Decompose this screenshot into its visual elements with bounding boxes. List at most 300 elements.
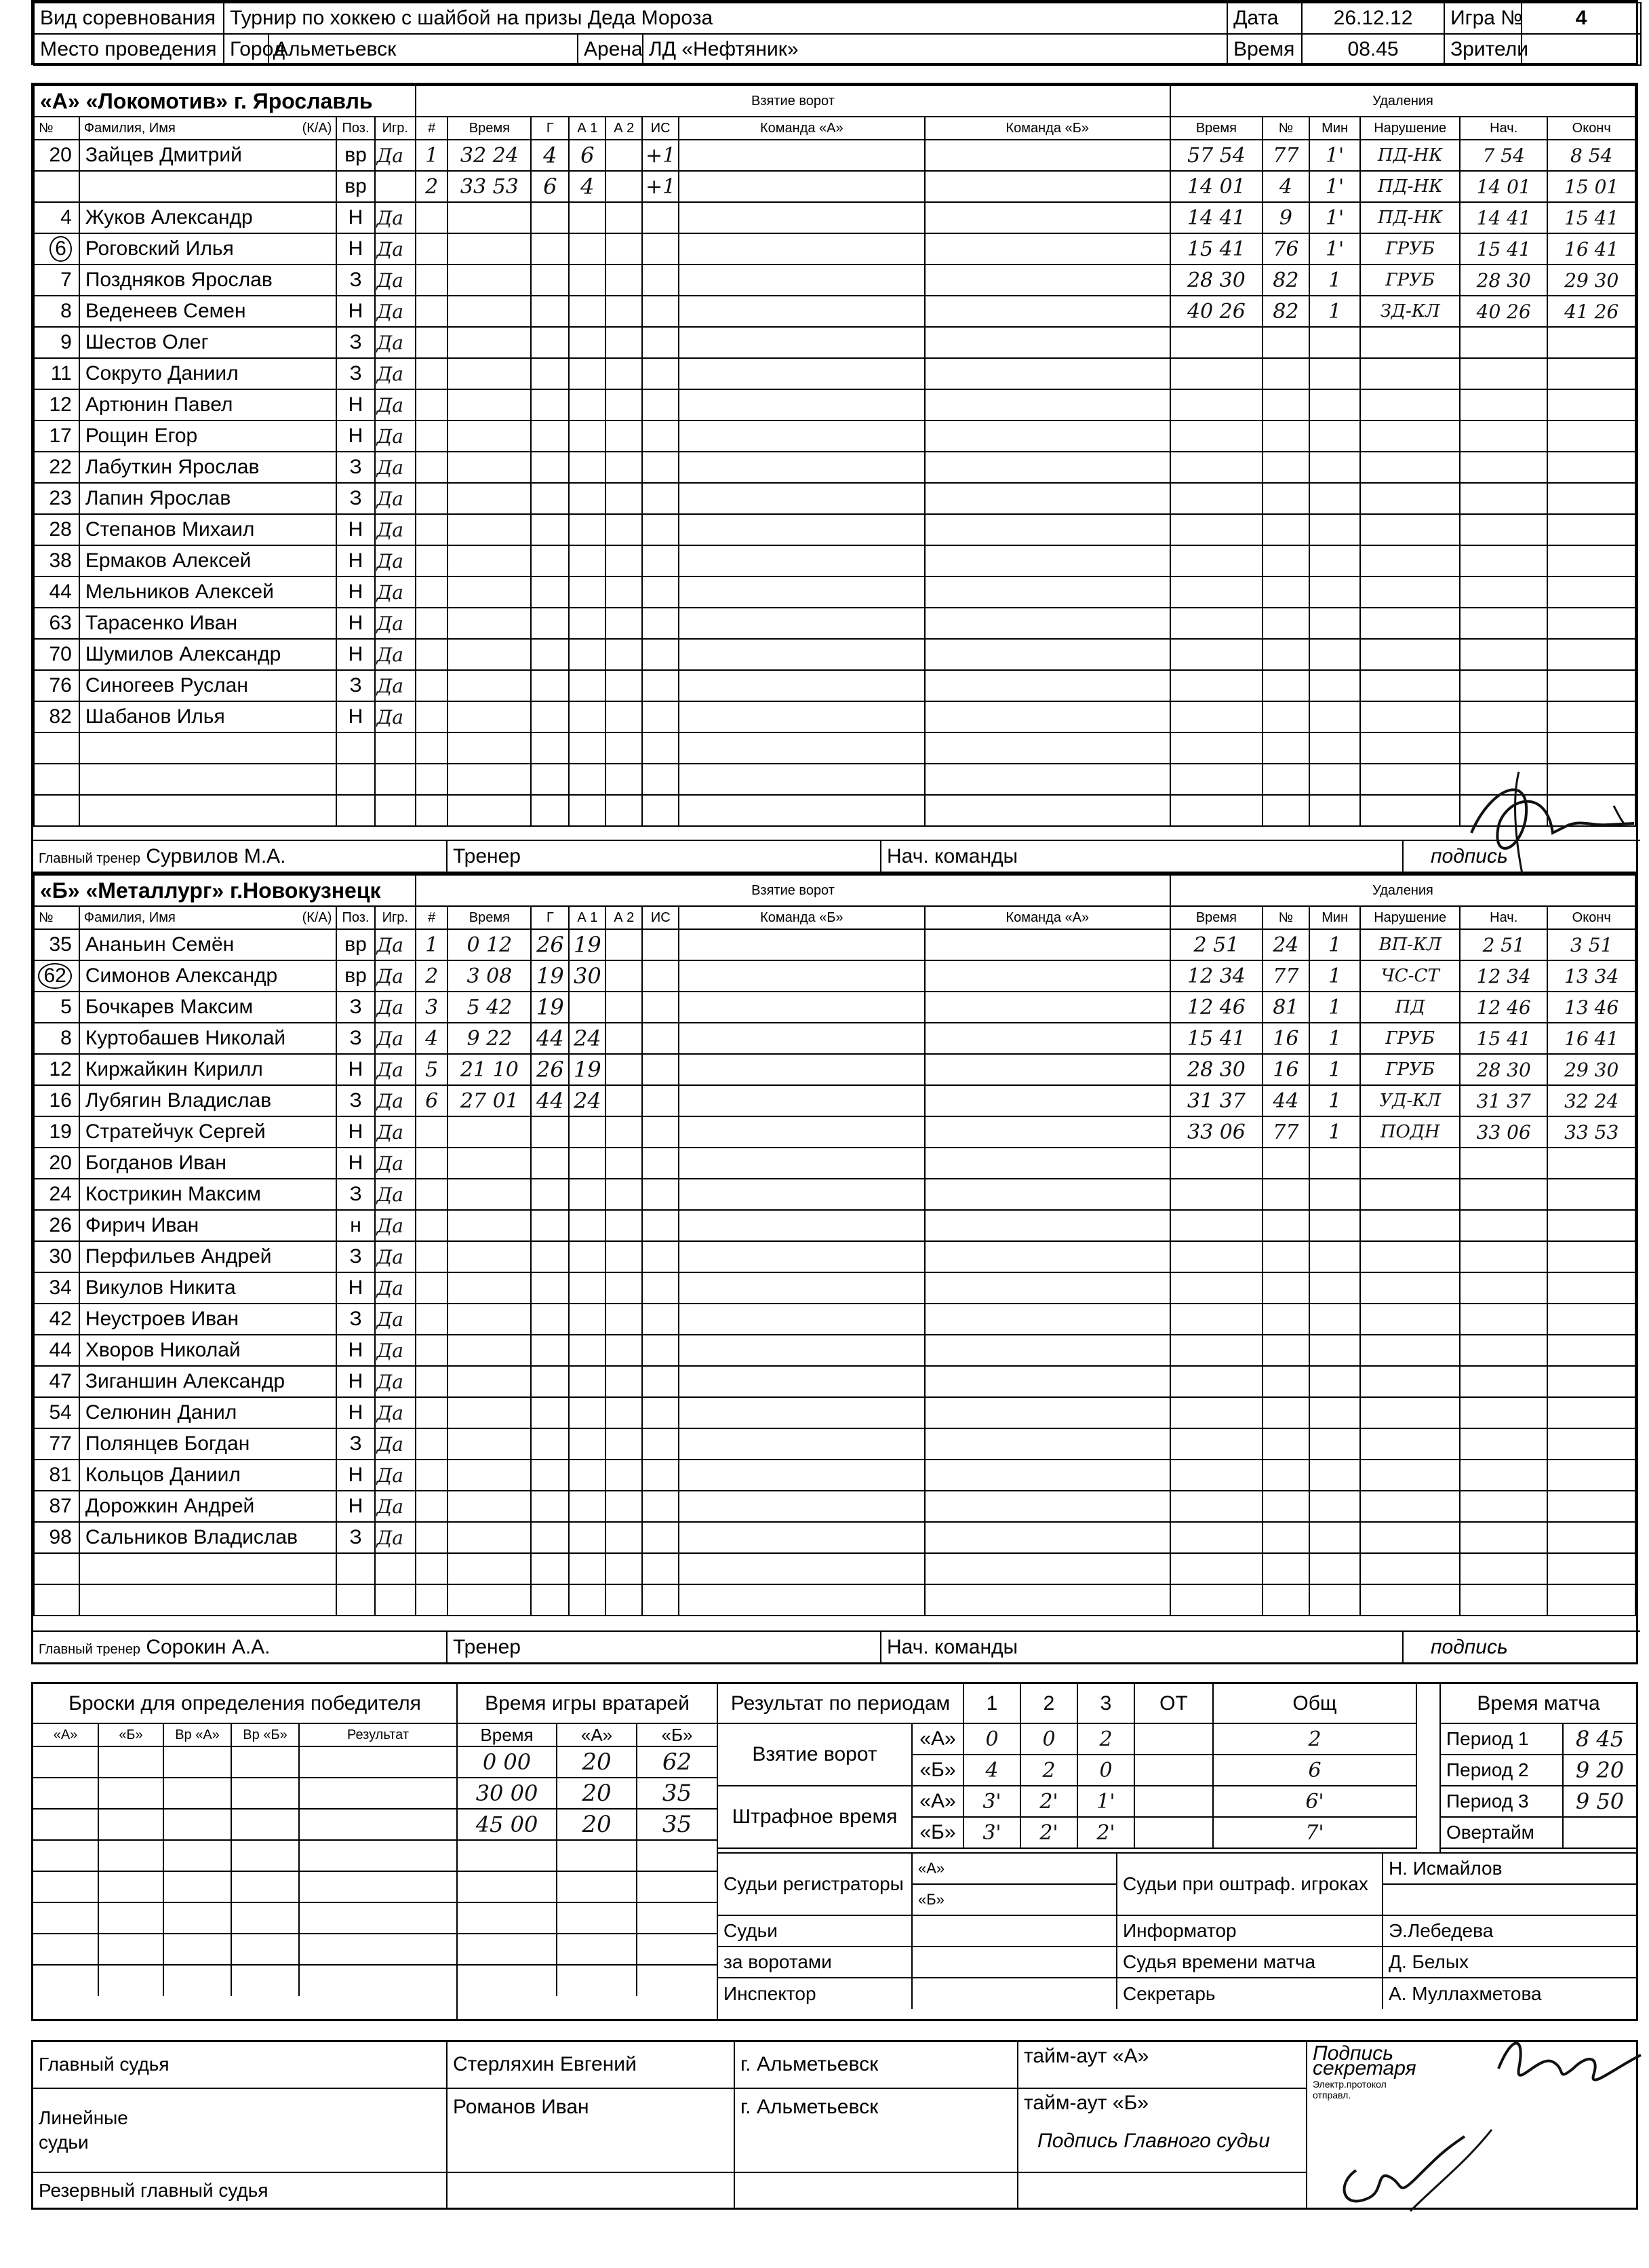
plus-minus-left: [679, 1491, 924, 1522]
player-position: Н: [336, 1116, 374, 1148]
player-name: Лубягин Владислав: [79, 1085, 337, 1116]
plus-minus-left: [679, 140, 924, 171]
player-position: З: [336, 1522, 374, 1553]
plus-minus-left: [679, 764, 924, 795]
penalty-player: [1263, 1460, 1309, 1491]
player-number: [34, 1085, 79, 1116]
shootout-cell: [163, 1809, 231, 1840]
penalty-end: [1547, 327, 1635, 358]
shootout-cell: [33, 1840, 98, 1871]
player-played: Да: [375, 1241, 416, 1272]
goal-scorer: [531, 1116, 569, 1148]
goal-time: 33 53: [448, 171, 531, 202]
match-time-period: Период 3: [1441, 1786, 1563, 1817]
penalty-player: 24: [1263, 929, 1309, 960]
penalty-time: [1170, 1210, 1263, 1241]
shootout-cell: [33, 1934, 98, 1965]
plus-minus-left: [679, 608, 924, 639]
goals-b-ot: [1134, 1755, 1213, 1786]
goal-assist-1: [569, 576, 605, 608]
goal-number: [416, 795, 448, 826]
goal-scorer: 26: [531, 1054, 569, 1085]
shootout-cell: [98, 1746, 163, 1778]
penalty-end: [1547, 576, 1635, 608]
pen-a-p2: 2': [1020, 1786, 1077, 1817]
shootout-cell: [98, 1965, 163, 1996]
goal-time: [448, 1522, 531, 1553]
goal-assist-1: [569, 1491, 605, 1522]
plus-minus-right: [925, 1054, 1170, 1085]
plus-minus-right: [925, 1116, 1170, 1148]
player-row: [34, 202, 1635, 233]
plus-minus-left: [679, 1428, 924, 1460]
plus-minus-left: [679, 202, 924, 233]
penalty-minutes: [1309, 1553, 1360, 1584]
penalty-player: [1263, 545, 1309, 576]
col-g: Г: [531, 117, 569, 140]
plus-minus-left: [679, 265, 924, 296]
plus-minus-right: [925, 233, 1170, 265]
player-played: Да: [375, 327, 416, 358]
player-position: Н: [336, 202, 374, 233]
goal-scorer: [531, 1553, 569, 1584]
competition-label: Вид соревнования: [34, 3, 224, 34]
goal-assist-1: [569, 1335, 605, 1366]
player-name: Богданов Иван: [79, 1148, 337, 1179]
player-row: [34, 576, 1635, 608]
goal-assist-1: [569, 202, 605, 233]
player-name: Перфильев Андрей: [79, 1241, 337, 1272]
goal-scorer: [531, 1366, 569, 1397]
goal-assist-2: [605, 960, 642, 992]
penalty-end: 3 51: [1547, 929, 1635, 960]
goal-scorer: [531, 576, 569, 608]
plus-minus-right: [925, 421, 1170, 452]
goal-assist-1: 24: [569, 1023, 605, 1054]
goal-assist-2: [605, 421, 642, 452]
plus-minus-right: [925, 514, 1170, 545]
penbox-judges-name: Н. Исмайлов: [1383, 1853, 1636, 1884]
shootout-row: [33, 1809, 456, 1840]
plus-minus-right: [925, 1584, 1170, 1616]
penalty-infraction: ПД-НК: [1360, 140, 1460, 171]
player-played: Да: [375, 421, 416, 452]
city-label: Город: [224, 34, 269, 65]
penalty-time: [1170, 1491, 1263, 1522]
plus-minus-left: [679, 929, 924, 960]
match-time-value: 9 50: [1563, 1786, 1636, 1817]
col-team-right: Команда «Б»: [925, 117, 1170, 140]
penalty-end: 13 34: [1547, 960, 1635, 992]
col-pen-inf: Нарушение: [1360, 117, 1460, 140]
player-number-value: 44: [49, 581, 72, 603]
penalty-infraction: ЗД-КЛ: [1360, 296, 1460, 327]
team-a-rows: [34, 140, 1635, 826]
goalie-time: [458, 1934, 557, 1965]
team-a-chief: Нач. команды: [881, 840, 1403, 872]
goal-scorer: [531, 639, 569, 670]
goal-situation: +1: [642, 171, 679, 202]
penalty-infraction: ВП-КЛ: [1360, 929, 1460, 960]
goal-situation: [642, 202, 679, 233]
penalty-time: 40 26: [1170, 296, 1263, 327]
player-name: Мельников Алексей: [79, 576, 337, 608]
goal-number: [416, 1304, 448, 1335]
penalty-time: [1170, 1241, 1263, 1272]
goalie-col-time: Время: [458, 1723, 557, 1746]
penalty-minutes: [1309, 389, 1360, 421]
player-number-value: 12: [49, 1058, 72, 1080]
goal-assist-1: 19: [569, 929, 605, 960]
penalty-minutes: [1309, 795, 1360, 826]
goal-judges-label-2: за воротами: [718, 1947, 912, 1978]
penalty-infraction: [1360, 1460, 1460, 1491]
goal-assist-1: [569, 1272, 605, 1304]
shootout-cell: [231, 1965, 299, 1996]
penalty-time: [1170, 327, 1263, 358]
goal-time: [448, 1335, 531, 1366]
player-number: [34, 1428, 79, 1460]
penalty-end: 32 24: [1547, 1085, 1635, 1116]
player-position: З: [336, 452, 374, 483]
penalty-start: [1460, 1179, 1547, 1210]
period-col-ot: ОТ: [1134, 1684, 1213, 1723]
player-number-value: 6: [49, 236, 72, 262]
penalty-player: [1263, 1491, 1309, 1522]
player-name: Шестов Олег: [79, 327, 337, 358]
goal-scorer: [531, 1491, 569, 1522]
goal-scorer: [531, 265, 569, 296]
penalty-time: [1170, 421, 1263, 452]
goal-number: [416, 608, 448, 639]
shootout-cell: [33, 1778, 98, 1809]
plus-minus-right: [925, 608, 1170, 639]
competition-name: Турнир по хоккею с шайбой на призы Деда Мороза: [224, 3, 1227, 34]
player-number-value: 17: [49, 425, 72, 447]
goal-scorer: [531, 389, 569, 421]
player-position: [336, 1584, 374, 1616]
goal-time: [448, 795, 531, 826]
penalty-start: [1460, 1241, 1547, 1272]
penalty-infraction: [1360, 764, 1460, 795]
player-played: Да: [375, 1428, 416, 1460]
goal-situation: [642, 1304, 679, 1335]
penalty-infraction: ПД-НК: [1360, 171, 1460, 202]
goalie-a: [557, 1902, 637, 1934]
goal-situation: [642, 1210, 679, 1241]
arena-label: Арена: [578, 34, 643, 65]
col-a1: А 1: [569, 117, 605, 140]
date-label: Дата: [1227, 3, 1302, 34]
goal-time: [448, 233, 531, 265]
player-played: Да: [375, 1491, 416, 1522]
goal-time: [448, 202, 531, 233]
plus-minus-right: [925, 795, 1170, 826]
player-row: [34, 1023, 1635, 1054]
pen-a-total: 6': [1213, 1786, 1416, 1817]
player-number: [34, 1210, 79, 1241]
goal-assist-1: [569, 421, 605, 452]
player-position: Н: [336, 1460, 374, 1491]
player-row: [34, 421, 1635, 452]
penalty-player: [1263, 1272, 1309, 1304]
col-pen-time: Время: [1170, 906, 1263, 929]
goal-assist-2: [605, 1522, 642, 1553]
player-played: Да: [375, 296, 416, 327]
team-b-sign-label: подпись: [1403, 1631, 1640, 1662]
shootout-cell: [299, 1934, 456, 1965]
shootout-cell: [299, 1809, 456, 1840]
match-time-period: Период 1: [1441, 1723, 1563, 1755]
penalty-time: [1170, 358, 1263, 389]
player-position: Н: [336, 1054, 374, 1085]
shootout-cell: [98, 1902, 163, 1934]
col-pen-no: №: [1263, 117, 1309, 140]
goal-assist-1: 6: [569, 140, 605, 171]
penalty-minutes: [1309, 452, 1360, 483]
plus-minus-right: [925, 171, 1170, 202]
player-number: [34, 732, 79, 764]
penalty-infraction: [1360, 1397, 1460, 1428]
goal-number: 2: [416, 171, 448, 202]
goalie-a: [557, 1840, 637, 1871]
goal-time: [448, 1116, 531, 1148]
player-position: Н: [336, 1148, 374, 1179]
penalty-minutes: [1309, 514, 1360, 545]
player-position: Н: [336, 1272, 374, 1304]
reserve-referee-label: Резервный главный судья: [33, 2172, 447, 2208]
plus-minus-left: [679, 1116, 924, 1148]
player-played: Да: [375, 483, 416, 514]
team-b-rows: [34, 929, 1635, 1616]
team-a-footer: [33, 840, 1640, 872]
goal-number: [416, 296, 448, 327]
player-name: [79, 171, 337, 202]
plus-minus-left: [679, 327, 924, 358]
goal-time: [448, 421, 531, 452]
goal-time: [448, 608, 531, 639]
col-no: №: [34, 906, 79, 929]
penalty-end: [1547, 545, 1635, 576]
inspector-name: [912, 1978, 1117, 2009]
plus-minus-right: [925, 327, 1170, 358]
col-team-left: Команда «А»: [679, 117, 924, 140]
reg-judges-label: Судьи регистраторы: [718, 1853, 912, 1915]
reg-judges-b: «Б»: [912, 1884, 1117, 1915]
player-number-value: 76: [49, 674, 72, 697]
penalty-start: [1460, 1304, 1547, 1335]
main-referee-signature: [1329, 2123, 1505, 2218]
penalty-player: 4: [1263, 171, 1309, 202]
shootout-cell: [163, 1778, 231, 1809]
goal-assist-1: [569, 1210, 605, 1241]
pen-b-p3: 2': [1077, 1817, 1134, 1848]
player-name: Кольцов Даниил: [79, 1460, 337, 1491]
penalty-end: [1547, 483, 1635, 514]
goals-b-p1: 4: [963, 1755, 1020, 1786]
penalty-minutes: 1': [1309, 202, 1360, 233]
col-pen-time: Время: [1170, 117, 1263, 140]
penalty-end: [1547, 1272, 1635, 1304]
goal-assist-1: [569, 1366, 605, 1397]
player-number: [34, 1304, 79, 1335]
col-pen-start: Нач.: [1460, 117, 1547, 140]
team-b-trainer: Тренер: [447, 1631, 881, 1662]
pen-a-p3: 1': [1077, 1786, 1134, 1817]
shootout-cell: [231, 1840, 299, 1871]
reg-judges-a: «А»: [912, 1853, 1117, 1884]
summary-block: [31, 1682, 1638, 2021]
goal-situation: [642, 1366, 679, 1397]
player-position: Н: [336, 1397, 374, 1428]
goalie-b: 62: [637, 1746, 717, 1778]
goal-scorer: [531, 1148, 569, 1179]
penalty-time: [1170, 1179, 1263, 1210]
penalty-infraction: [1360, 514, 1460, 545]
plus-minus-right: [925, 1428, 1170, 1460]
penalty-minutes: 1: [1309, 1085, 1360, 1116]
plus-minus-right: [925, 1366, 1170, 1397]
shootout-cell: [231, 1871, 299, 1902]
goalie-b: 35: [637, 1778, 717, 1809]
penalty-player: [1263, 639, 1309, 670]
goal-number: [416, 1460, 448, 1491]
player-row: [34, 1210, 1635, 1241]
goal-assist-2: [605, 732, 642, 764]
player-position: Н: [336, 1366, 374, 1397]
player-number-value: 87: [49, 1495, 72, 1517]
penalty-time: 57 54: [1170, 140, 1263, 171]
player-number: [34, 1148, 79, 1179]
eprotocol-label: Электр.протокол отправл.: [1313, 2079, 1387, 2100]
player-number: [34, 1366, 79, 1397]
goal-scorer: [531, 764, 569, 795]
player-number-value: 81: [49, 1464, 72, 1486]
player-number-value: 26: [49, 1214, 72, 1236]
penalty-end: [1547, 389, 1635, 421]
penalty-time: 14 41: [1170, 202, 1263, 233]
plus-minus-right: [925, 1179, 1170, 1210]
penalty-start: 14 01: [1460, 171, 1547, 202]
player-name: [79, 1553, 337, 1584]
player-name: Киржайкин Кирилл: [79, 1054, 337, 1085]
shootout-cell: [163, 1902, 231, 1934]
player-number: [34, 1179, 79, 1210]
player-name: Сальников Владислав: [79, 1522, 337, 1553]
player-number-value: 11: [50, 362, 72, 385]
secretary-signature: [1492, 2028, 1648, 2103]
plus-minus-right: [925, 701, 1170, 732]
player-row: [34, 483, 1635, 514]
player-played: Да: [375, 670, 416, 701]
penalty-infraction: [1360, 545, 1460, 576]
goal-situation: [642, 1584, 679, 1616]
penalty-start: [1460, 1584, 1547, 1616]
goal-number: [416, 639, 448, 670]
penalty-start: [1460, 1522, 1547, 1553]
goal-scorer: [531, 202, 569, 233]
penalty-start: [1460, 358, 1547, 389]
penalty-player: 82: [1263, 265, 1309, 296]
goal-number: [416, 1241, 448, 1272]
plus-minus-left: [679, 732, 924, 764]
penalty-player: [1263, 795, 1309, 826]
plus-minus-right: [925, 576, 1170, 608]
shootout-cell: [231, 1934, 299, 1965]
player-number: [34, 1241, 79, 1272]
player-number-value: 42: [49, 1308, 72, 1330]
player-name: Фирич Иван: [79, 1210, 337, 1241]
goal-scorer: [531, 732, 569, 764]
penalty-infraction: [1360, 1210, 1460, 1241]
goal-number: [416, 327, 448, 358]
goal-assist-1: 30: [569, 960, 605, 992]
goal-situation: [642, 1522, 679, 1553]
penalty-start: [1460, 1335, 1547, 1366]
goal-scorer: 19: [531, 992, 569, 1023]
periods-pen-label: Штрафное время: [718, 1786, 912, 1848]
player-name: Лабуткин Ярослав: [79, 452, 337, 483]
periods-goals-a-label: «А»: [912, 1723, 963, 1755]
plus-minus-right: [925, 992, 1170, 1023]
goalie-b: [637, 1871, 717, 1902]
plus-minus-left: [679, 1366, 924, 1397]
penalty-time: [1170, 701, 1263, 732]
player-played: Да: [375, 608, 416, 639]
goalie-time: [458, 1902, 557, 1934]
goal-time: [448, 732, 531, 764]
player-position: вр: [336, 140, 374, 171]
penalty-start: [1460, 1553, 1547, 1584]
penalty-minutes: [1309, 327, 1360, 358]
plus-minus-left: [679, 483, 924, 514]
player-name: Ермаков Алексей: [79, 545, 337, 576]
shootout-row: [33, 1934, 456, 1965]
penalty-end: [1547, 1553, 1635, 1584]
goal-scorer: [531, 1460, 569, 1491]
player-row: [34, 171, 1635, 202]
penalty-time: [1170, 1428, 1263, 1460]
goal-assist-2: [605, 202, 642, 233]
penalty-player: [1263, 576, 1309, 608]
goal-time: [448, 1272, 531, 1304]
goals-b-p3: 0: [1077, 1755, 1134, 1786]
goal-scorer: 44: [531, 1023, 569, 1054]
player-name: Кострикин Максим: [79, 1179, 337, 1210]
player-row: [34, 389, 1635, 421]
team-a-title: «А» «Локомотив» г. Ярославль: [34, 85, 416, 117]
team-b-penalties-heading: Удаления: [1170, 875, 1635, 906]
goal-time: [448, 639, 531, 670]
player-played: Да: [375, 929, 416, 960]
goal-situation: [642, 1397, 679, 1428]
player-position: З: [336, 1179, 374, 1210]
penalty-time: 12 46: [1170, 992, 1263, 1023]
player-position: Н: [336, 576, 374, 608]
match-time-title: Время матча: [1441, 1684, 1636, 1723]
player-played: Да: [375, 233, 416, 265]
team-b-block: [31, 872, 1638, 1664]
goal-scorer: [531, 545, 569, 576]
match-time-row: [1441, 1755, 1636, 1786]
goal-number: 4: [416, 1023, 448, 1054]
penalty-time: [1170, 483, 1263, 514]
goalie-b: [637, 1965, 717, 1996]
goal-assist-2: [605, 1428, 642, 1460]
plus-minus-left: [679, 1210, 924, 1241]
penalty-minutes: [1309, 1304, 1360, 1335]
penalty-infraction: [1360, 1553, 1460, 1584]
